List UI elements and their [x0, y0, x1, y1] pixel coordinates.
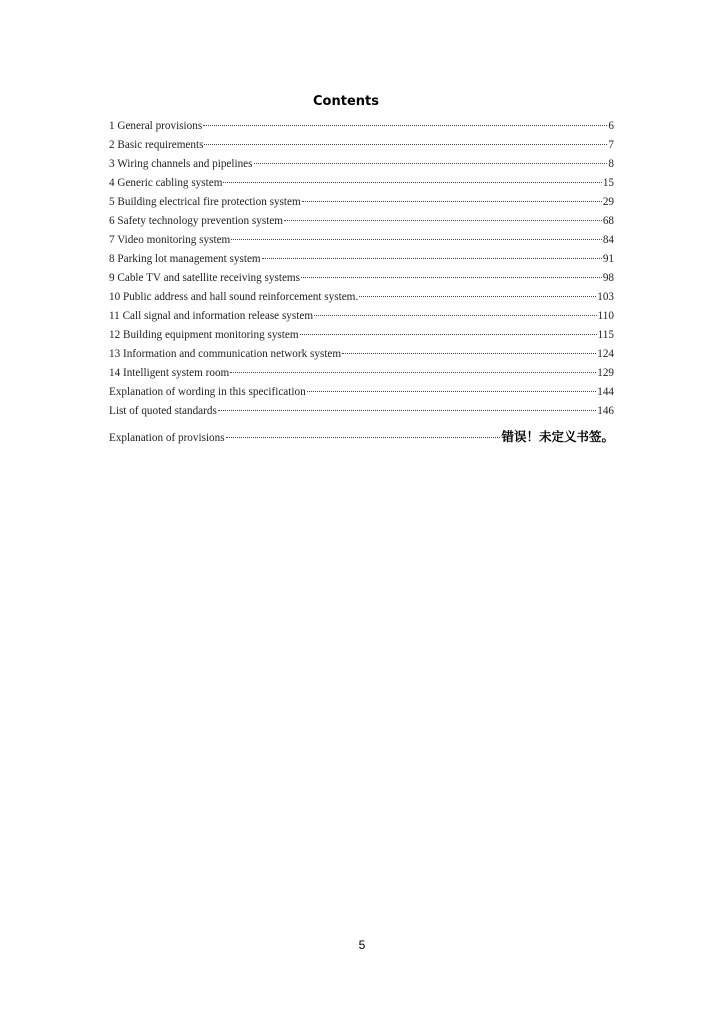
toc-entry-label: 12 Building equipment monitoring system	[109, 329, 299, 341]
toc-entry-label: 7 Video monitoring system	[109, 234, 231, 246]
toc-entry-page-number: 124	[597, 348, 614, 360]
toc-entry-explanation-of-provisions[interactable]	[109, 427, 614, 446]
toc-entry-page-number: 103	[597, 291, 614, 303]
toc-entry-page-number: 146	[597, 405, 614, 417]
toc-entry[interactable]	[109, 212, 614, 231]
toc-entry-label: 14 Intelligent system room	[109, 367, 230, 379]
toc-dot-leader	[302, 200, 602, 202]
toc-entry-page-number: 129	[597, 367, 614, 379]
toc-entry-label: List of quoted standards	[109, 405, 217, 417]
table-of-contents	[109, 117, 614, 446]
toc-dot-leader	[284, 219, 602, 221]
toc-entry[interactable]	[109, 155, 614, 174]
toc-entry[interactable]	[109, 269, 614, 288]
toc-entry-page-number: 115	[597, 329, 614, 341]
toc-dot-leader	[223, 181, 601, 183]
toc-entry[interactable]	[109, 383, 614, 402]
toc-entry[interactable]	[109, 193, 614, 212]
toc-entry-page-number: 91	[602, 253, 614, 265]
toc-entry[interactable]	[109, 174, 614, 193]
toc-entry[interactable]	[109, 345, 614, 364]
toc-dot-leader	[342, 352, 596, 354]
toc-entry-page-number: 110	[597, 310, 614, 322]
toc-dot-leader	[230, 371, 596, 373]
toc-entry-page-number: 7	[608, 139, 614, 151]
toc-entry-label: 10 Public address and hall sound reinforcement system.	[109, 291, 359, 303]
toc-dot-leader	[307, 390, 597, 392]
toc-entry-page-number: 6	[608, 120, 614, 132]
toc-entry[interactable]	[109, 117, 614, 136]
toc-entry-page-number: 144	[597, 386, 614, 398]
page-number: 5	[358, 938, 366, 952]
toc-dot-leader	[218, 409, 596, 411]
toc-dot-leader	[231, 238, 602, 240]
toc-entry[interactable]	[109, 250, 614, 269]
toc-entry[interactable]	[109, 326, 614, 345]
toc-entry-page-number: 98	[602, 272, 614, 284]
toc-entry-label: 2 Basic requirements	[109, 139, 204, 151]
toc-dot-leader	[203, 124, 607, 126]
toc-dot-leader	[262, 257, 602, 259]
toc-entry-label: 11 Call signal and information release system	[109, 310, 314, 322]
toc-entry-page-number: 29	[602, 196, 614, 208]
toc-entry[interactable]	[109, 288, 614, 307]
toc-dot-leader	[204, 143, 607, 145]
toc-title: Contents	[313, 94, 379, 109]
toc-entry[interactable]	[109, 136, 614, 155]
toc-entry-label: 9 Cable TV and satellite receiving systems	[109, 272, 300, 284]
toc-entry-page-number: 15	[602, 177, 614, 189]
toc-entry-label: 3 Wiring channels and pipelines	[109, 158, 253, 170]
toc-dot-leader	[226, 436, 501, 438]
toc-entry-page-number: 68	[602, 215, 614, 227]
toc-bookmark-error: 错误！未定义书签。	[501, 429, 614, 444]
toc-dot-leader	[359, 295, 596, 297]
toc-entry[interactable]	[109, 364, 614, 383]
toc-entry-label: Explanation of provisions	[109, 432, 225, 444]
toc-dot-leader	[301, 276, 602, 278]
toc-entry-label: 1 General provisions	[109, 120, 203, 132]
toc-entry[interactable]	[109, 231, 614, 250]
toc-entry-label: 13 Information and communication network system	[109, 348, 342, 360]
toc-entry-label: 4 Generic cabling system	[109, 177, 223, 189]
toc-dot-leader	[300, 333, 597, 335]
toc-entry-page-number: 8	[608, 158, 614, 170]
toc-dot-leader	[254, 162, 608, 164]
toc-entry[interactable]	[109, 307, 614, 326]
toc-dot-leader	[314, 314, 597, 316]
toc-entry-page-number: 84	[602, 234, 614, 246]
toc-entry-label: 8 Parking lot management system	[109, 253, 261, 265]
toc-entry-label: Explanation of wording in this specification	[109, 386, 306, 398]
toc-entry-label: 6 Safety technology prevention system	[109, 215, 283, 227]
toc-entry[interactable]	[109, 402, 614, 421]
toc-entry-label: 5 Building electrical fire protection system	[109, 196, 301, 208]
